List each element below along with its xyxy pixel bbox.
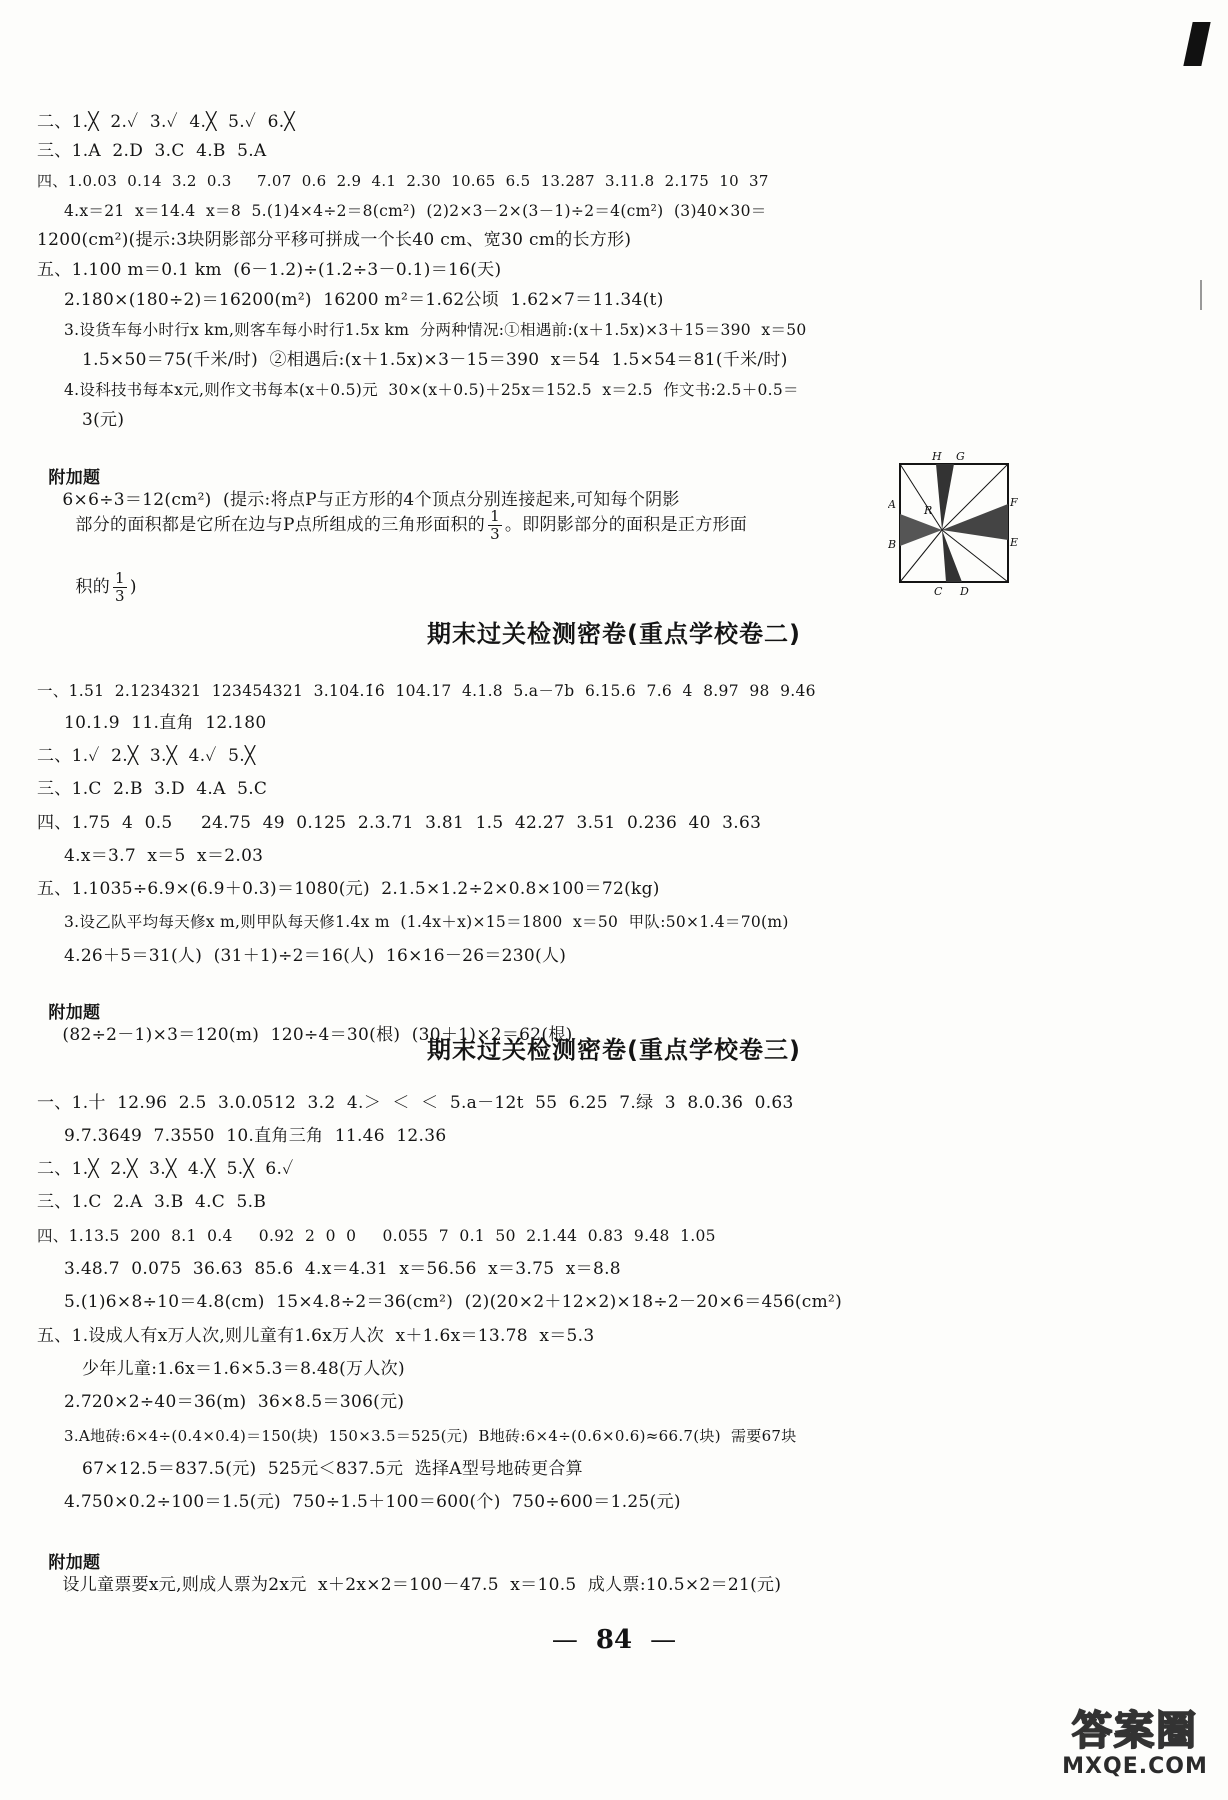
answer-line: 1200(cm²)(提示:3块阴影部分平移可拼成一个长40 cm、宽30 cm的长方形) <box>37 230 632 250</box>
bonus-text: 设儿童票要x元,则成人票为2x元 x＋2x×2＝100－47.5 x＝10.5 成人票:10.5×2＝21(元) <box>62 1575 782 1595</box>
square-shadow-diagram <box>888 450 1018 600</box>
label-R: R <box>924 504 933 517</box>
fraction <box>113 570 127 605</box>
answer-line: 2.720×2÷40＝36(m) 36×8.5＝306(元) <box>64 1392 405 1412</box>
answer-line: 2.180×(180÷2)＝16200(m²) 16200 m²＝1.62公顷 1.62×7＝11.34(t) <box>64 290 664 310</box>
label-G: G <box>956 450 965 463</box>
shaded-triangle-right <box>942 504 1008 540</box>
fraction-denominator: 3 <box>490 525 500 543</box>
bonus-text: (82÷2－1)×3＝120(m) 120÷4＝30(根) (30＋1)×2＝62(根) <box>62 1025 573 1045</box>
label-E: E <box>1010 536 1018 549</box>
answer-line: 一、1.51 2.1234321 123454321 3.104.1̇6̇ 104.17 4.1.8 5.a－7b 6.15.6 7.6 4 8.97 98 9.46 <box>37 682 816 700</box>
fraction <box>488 508 502 543</box>
answer-line: 4.x＝21 x＝14.4 x＝8 5.(1)4×4÷2＝8(cm²) (2)2×3－2×(3－1)÷2＝4(cm²) (3)40×30＝ <box>64 202 767 220</box>
bonus-text: 。即阴影部分的面积是正方形面 <box>504 515 748 535</box>
label-F: F <box>1010 496 1018 509</box>
answer-line: 5.(1)6×8÷10＝4.8(cm) 15×4.8÷2＝36(cm²) (2)(20×2＋12×2)×18÷2－20×6＝456(cm²) <box>64 1292 843 1312</box>
answer-line: 二、1.✓ 2.╳ 3.╳ 4.✓ 5.╳ <box>37 746 256 766</box>
bonus-label: 附加题 <box>48 1553 101 1573</box>
answer-line: 五、1.100 m＝0.1 km (6－1.2)÷(1.2÷3－0.1)＝16(天) <box>37 260 502 280</box>
answer-line: 四、1.13.5 200 8.1 0.4 0.92 2 0 0 0.055 7 0.1 50 2.1.44 0.83 9.48 1.05 <box>37 1227 716 1245</box>
answer-line: 4.设科技书每本x元,则作文书每本(x＋0.5)元 30×(x＋0.5)＋25x＝152.5 x＝2.5 作文书:2.5＋0.5＝ <box>64 381 799 399</box>
watermark-url: MXQE.COM <box>1062 1754 1208 1779</box>
bonus-line <box>64 486 747 543</box>
fraction-numerator: 1 <box>115 569 125 587</box>
answer-line: 4.x＝3.7 x＝5 x＝2.03 <box>64 846 264 866</box>
page-number-value: 84 <box>595 1625 633 1655</box>
corner-mark <box>1183 22 1210 66</box>
label-D: D <box>960 585 969 598</box>
bonus-line <box>64 548 137 605</box>
label-B: B <box>888 538 897 551</box>
label-A: A <box>888 498 896 511</box>
answer-line: 4.26＋5＝31(人) (31＋1)÷2＝16(人) 16×16－26＝230(人) <box>64 946 567 966</box>
answer-line: 一、1.十 12.96 2.5 3.0.0512 3.2 4.＞ ＜ ＜ 5.a－12t 55 6.25 7.绿 3 8.0.3̇6̇ 0.6̇3̇ <box>37 1093 794 1113</box>
answer-line: 3.设货车每小时行x km,则客车每小时行1.5x km 分两种情况:①相遇前:(x＋1.5x)×3＋15＝390 x＝50 <box>64 321 807 339</box>
answer-line: 二、1.╳ 2.╳ 3.╳ 4.╳ 5.╳ 6.✓ <box>37 1159 294 1179</box>
bonus-label: 附加题 <box>48 1003 101 1023</box>
answer-line: 少年儿童:1.6x＝1.6×5.3＝8.48(万人次) <box>82 1359 405 1379</box>
bonus-label: 附加题 <box>48 468 101 488</box>
shaded-triangle-left <box>900 514 942 546</box>
page-dash: — <box>551 1625 578 1655</box>
answer-line: 1.5×50＝75(千米/时) ②相遇后:(x＋1.5x)×3－15＝390 x＝54 1.5×54＝81(千米/时) <box>82 350 788 370</box>
bonus-line <box>37 1530 781 1596</box>
answer-line: 三、1.C 2.B 3.D 4.A 5.C <box>37 779 268 799</box>
page-dash: — <box>650 1625 677 1655</box>
bonus-text: 积的 <box>75 577 111 597</box>
answer-line: 五、1.设成人有x万人次,则儿童有1.6x万人次 x＋1.6x＝13.78 x＝5.3 <box>37 1326 595 1346</box>
answer-line: 四、1.0.03 0.14 3.2 0.3 7.07 0.6 2.9 4.1 2.30 10.65 6.5 13.287 3.11.8 2.175 10 37 <box>37 172 769 190</box>
watermark-title: 答案圈 <box>1072 1708 1198 1754</box>
fraction-numerator: 1 <box>490 507 500 525</box>
answer-line: 67×12.5＝837.5(元) 525元＜837.5元 选择A型号地砖更合算 <box>82 1459 583 1479</box>
answer-line: 二、1.╳ 2.✓ 3.✓ 4.╳ 5.✓ 6.╳ <box>37 112 295 132</box>
answer-line: 四、1.75 4 0.5 24.75 49 0.125 2.3.71 3.81 1.5 42.2̇7̇ 3.51 0.236 40 3.63 <box>37 813 762 833</box>
answer-line: 三、1.A 2.D 3.C 4.B 5.A <box>37 141 267 161</box>
label-H: H <box>932 450 942 463</box>
page-number <box>0 1625 1228 1655</box>
answer-line: 3.A地砖:6×4÷(0.4×0.4)＝150(块) 150×3.5＝525(元) B地砖:6×4÷(0.6×0.6)≈66.7(块) 需要67块 <box>64 1427 797 1445</box>
section-title: 期末过关检测密卷(重点学校卷三) <box>427 1036 801 1064</box>
bonus-text: ) <box>129 577 137 597</box>
answer-line: 3.设乙队平均每天修x m,则甲队每天修1.4x m (1.4x＋x)×15＝1800 x＝50 甲队:50×1.4＝70(m) <box>64 913 789 931</box>
bonus-text: 部分的面积都是它所在边与P点所组成的三角形面积的 <box>75 515 486 535</box>
answer-line: 9.7.3649 7.3550 10.直角三角 11.46 12.36 <box>64 1126 447 1146</box>
bonus-text: 6×6÷3＝12(cm²) (提示:将点P与正方形的4个顶点分别连接起来,可知每个阴影 <box>62 490 680 510</box>
answer-line: 五、1.1035÷6.9×(6.9＋0.3)＝1080(元) 2.1.5×1.2÷2×0.8×100＝72(kg) <box>37 879 660 899</box>
label-C: C <box>934 585 943 598</box>
margin-tick <box>1200 280 1202 310</box>
fraction-denominator: 3 <box>115 587 125 605</box>
answer-line: 3(元) <box>82 410 125 430</box>
section-title: 期末过关检测密卷(重点学校卷二) <box>427 620 801 648</box>
answer-line: 三、1.C 2.A 3.B 4.C 5.B <box>37 1192 267 1212</box>
watermark-logo <box>1060 1708 1210 1786</box>
answer-line: 3.48.7 0.075 36.63 85.6 4.x＝4.31 x＝56.56 x＝3.75 x＝8.8 <box>64 1259 621 1279</box>
answer-line: 4.750×0.2÷100＝1.5(元) 750÷1.5＋100＝600(个) 750÷600＝1.25(元) <box>64 1492 681 1512</box>
answer-line: 10.1.9 11.直角 12.180 <box>64 713 267 733</box>
